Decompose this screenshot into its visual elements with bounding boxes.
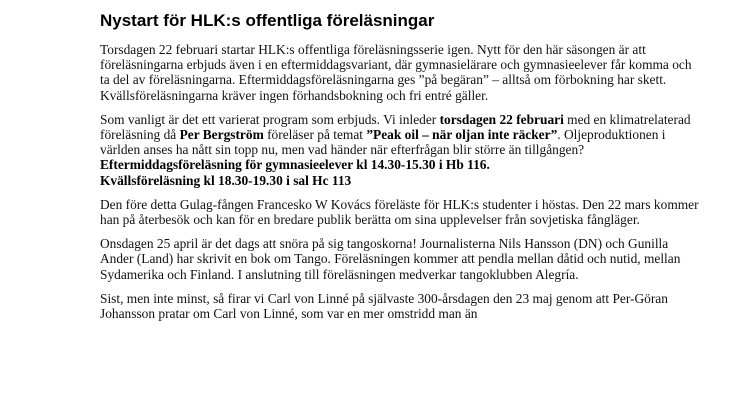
program-text-3: föreläser på temat xyxy=(263,127,367,143)
speaker-name: Per Bergström xyxy=(179,127,264,143)
document-page xyxy=(100,10,700,330)
program-text-2: med en klimatrelaterad föreläsning då xyxy=(100,111,691,143)
gulag-paragraph: Den före detta Gulag-fången Francesko W Kovács föreläste för HLK:s studenter i höstas. Den 22 mars kommer han på återbesök och kan för en bredare publik berätta om sina upplevelser från sovjetiska fångläger. xyxy=(100,196,699,228)
program-text-1: Som vanligt är det ett varierat program som erbjuds. Vi inleder xyxy=(100,111,440,127)
program-paragraph xyxy=(100,112,700,188)
program-text-4: . Oljeproduktionen i världen anses ha nått sin topp nu, men vad händer när efterfrågan blir större än tillgången? xyxy=(100,127,666,158)
tango-paragraph: Onsdagen 25 april är det dags att snöra på sig tangoskorna! Journalisterna Nils Hansson (DN) och Gunilla Ander (Land) har skrivit en bok om Tango. Föreläsningen kommer att pendla mellan dåtid och nutid, mellan Sydamerika och Finland. I anslutning till föreläsningen medverkar tangoklubben Alegría. xyxy=(100,236,681,282)
lecture-topic: ”Peak oil – när oljan inte räcker” xyxy=(366,127,558,143)
evening-lecture-info: Kvällsföreläsning kl 18.30-19.30 i sal Hc 113 xyxy=(100,172,352,188)
page-title: Nystart för HLK:s offentliga föreläsningar xyxy=(100,11,435,30)
afternoon-lecture-info: Eftermiddagsföreläsning för gymnasieelever kl 14.30-15.30 i Hb 116. xyxy=(100,157,490,173)
linne-paragraph: Sist, men inte minst, så firar vi Carl von Linné på självaste 300-årsdagen den 23 maj genom att Per-Göran Johansson pratar om Carl von Linné, som var en mer omstridd man än xyxy=(100,290,668,322)
intro-paragraph: Torsdagen 22 februari startar HLK:s offentliga föreläsningsserie igen. Nytt för den här säsongen är att föreläsningarna erbjuds även i en eftermiddagsvariant, där gymnasielärare och gymnasieelever får komma och ta del av föreläsningarna. Eftermiddagsföreläsningarna ges ”på begäran” – alltså om förbokning har skett. Kvällsföreläsningarna kräver ingen förhandsbokning och fri entré gäller. xyxy=(100,42,692,103)
lecture-date: torsdagen 22 februari xyxy=(439,111,564,127)
